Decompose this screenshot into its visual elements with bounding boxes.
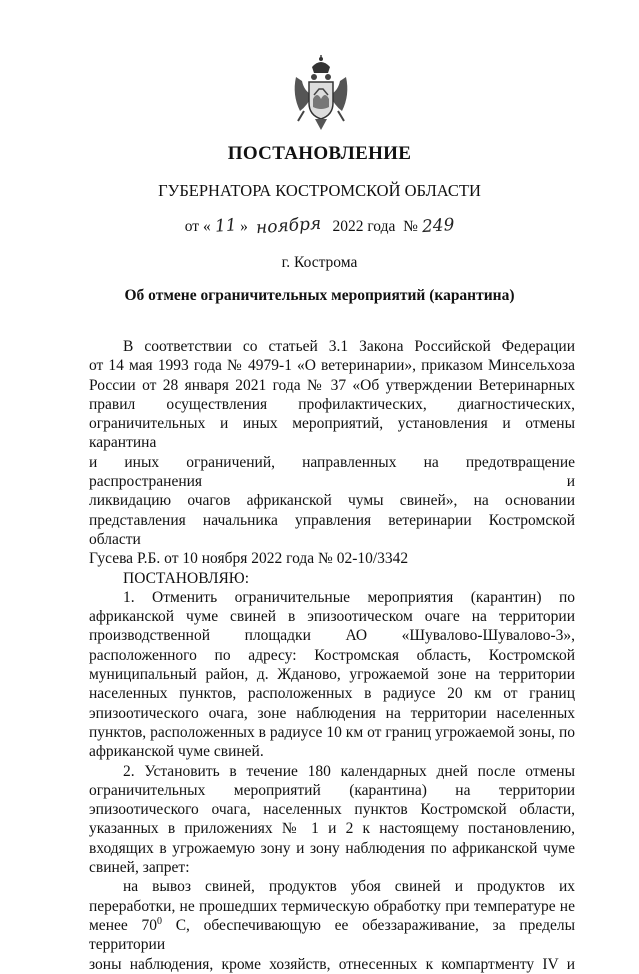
preamble-line: правил осуществления профилактических, диагностических, [89, 395, 575, 413]
item1-line: производственной площадки АО «Шувалово-Шувалово-3», [89, 627, 575, 645]
date-mid: » [240, 218, 248, 235]
date-year: 2022 года [332, 218, 396, 235]
document-number-handwritten: 249 [421, 214, 455, 238]
preamble-line: В соответствии со статьей 3.1 Закона Российской Федерации [123, 338, 575, 355]
item1-line: африканской чуме свиней в эпизоотическом очаге на территории [89, 608, 575, 626]
preamble-line: России от 28 января 2021 года № 37 «Об утверждении Ветеринарных [89, 376, 575, 394]
item2-line: эпизоотического очага, населенных пунктов Костромской области, [89, 801, 575, 819]
coat-of-arms-emblem [290, 55, 352, 133]
item2-line: указанных в приложениях № 1 и 2 к настоящему постановлению, [89, 820, 575, 838]
preamble-line: Гусева Р.Б. от 10 ноября 2022 года № 02-10/3342 [89, 550, 409, 568]
date-day-handwritten: 11 [213, 215, 237, 237]
item2-line: 2. Установить в течение 180 календарных дней после отмены [123, 762, 575, 780]
document-title: ПОСТАНОВЛЕНИЕ [227, 143, 412, 164]
preamble-line: представления начальника управления ветеринарии Костромской области [89, 511, 575, 548]
item1-line: расположенного по адресу: Костромская область, Костромской [89, 646, 575, 664]
city-line: г. Кострома [281, 254, 358, 271]
subitem-line [89, 916, 575, 955]
document-body [89, 337, 575, 974]
preamble-line: от 14 мая 1993 года № 4979-1 «О ветеринарии», приказом Минсельхоза [89, 357, 575, 375]
resolve-word: ПОСТАНОВЛЯЮ: [123, 569, 250, 587]
preamble-line: и иных ограничений, направленных на предотвращение распространения и [89, 453, 575, 491]
item2-line: входящих в угрожаемую зону и зону наблюдения по африканской чуме [89, 839, 575, 857]
item1-line: муниципальный район, д. Жданово, угрожаемой зоне на территории [89, 666, 575, 684]
date-line [0, 213, 639, 239]
document-heading: Об отмене ограничительных мероприятий (карантина) [124, 287, 515, 304]
preamble-line: ограничительных и иных мероприятий, установления и отмены карантина [89, 415, 575, 452]
item1-line: 1. Отменить ограничительные мероприятия (карантин) по [123, 588, 575, 606]
degree-superscript: 0 [156, 915, 162, 927]
temperature-value: менее 70 [89, 916, 157, 934]
item1-line: африканской чуме свиней. [89, 743, 264, 761]
date-month-handwritten: ноября [254, 213, 322, 239]
subitem-line: на вывоз свиней, продуктов убоя свиней и продуктов их [123, 878, 575, 896]
item2-line: свиней, запрет: [89, 859, 190, 877]
preamble-line: ликвидацию очагов африканской чумы свиней», на основании [89, 492, 575, 510]
subitem-line: переработки, не прошедших термическую обработку при температуре не [89, 897, 575, 915]
issuer-line: ГУБЕРНАТОРА КОСТРОМСКОЙ ОБЛАСТИ [158, 181, 481, 200]
subitem-line: зоны наблюдения, кроме хозяйств, отнесенных к компартменту IV и [89, 955, 575, 973]
item1-line: населенных пунктов, расположенных в радиусе 20 км от границ [89, 685, 575, 703]
item1-line: пунктов, расположенных в радиусе 10 км от границ угрожаемой зоны, по [89, 723, 575, 741]
item2-line: ограничительных мероприятий (карантина) на территории [89, 781, 575, 799]
date-prefix: от « [184, 218, 211, 235]
number-prefix: № [403, 218, 418, 235]
item1-line: эпизоотического очага, зоне наблюдения на территории населенных [89, 704, 575, 722]
subitem-line-rest: С, обеспечивающую ее обеззараживание, за пределы территории [89, 916, 575, 954]
